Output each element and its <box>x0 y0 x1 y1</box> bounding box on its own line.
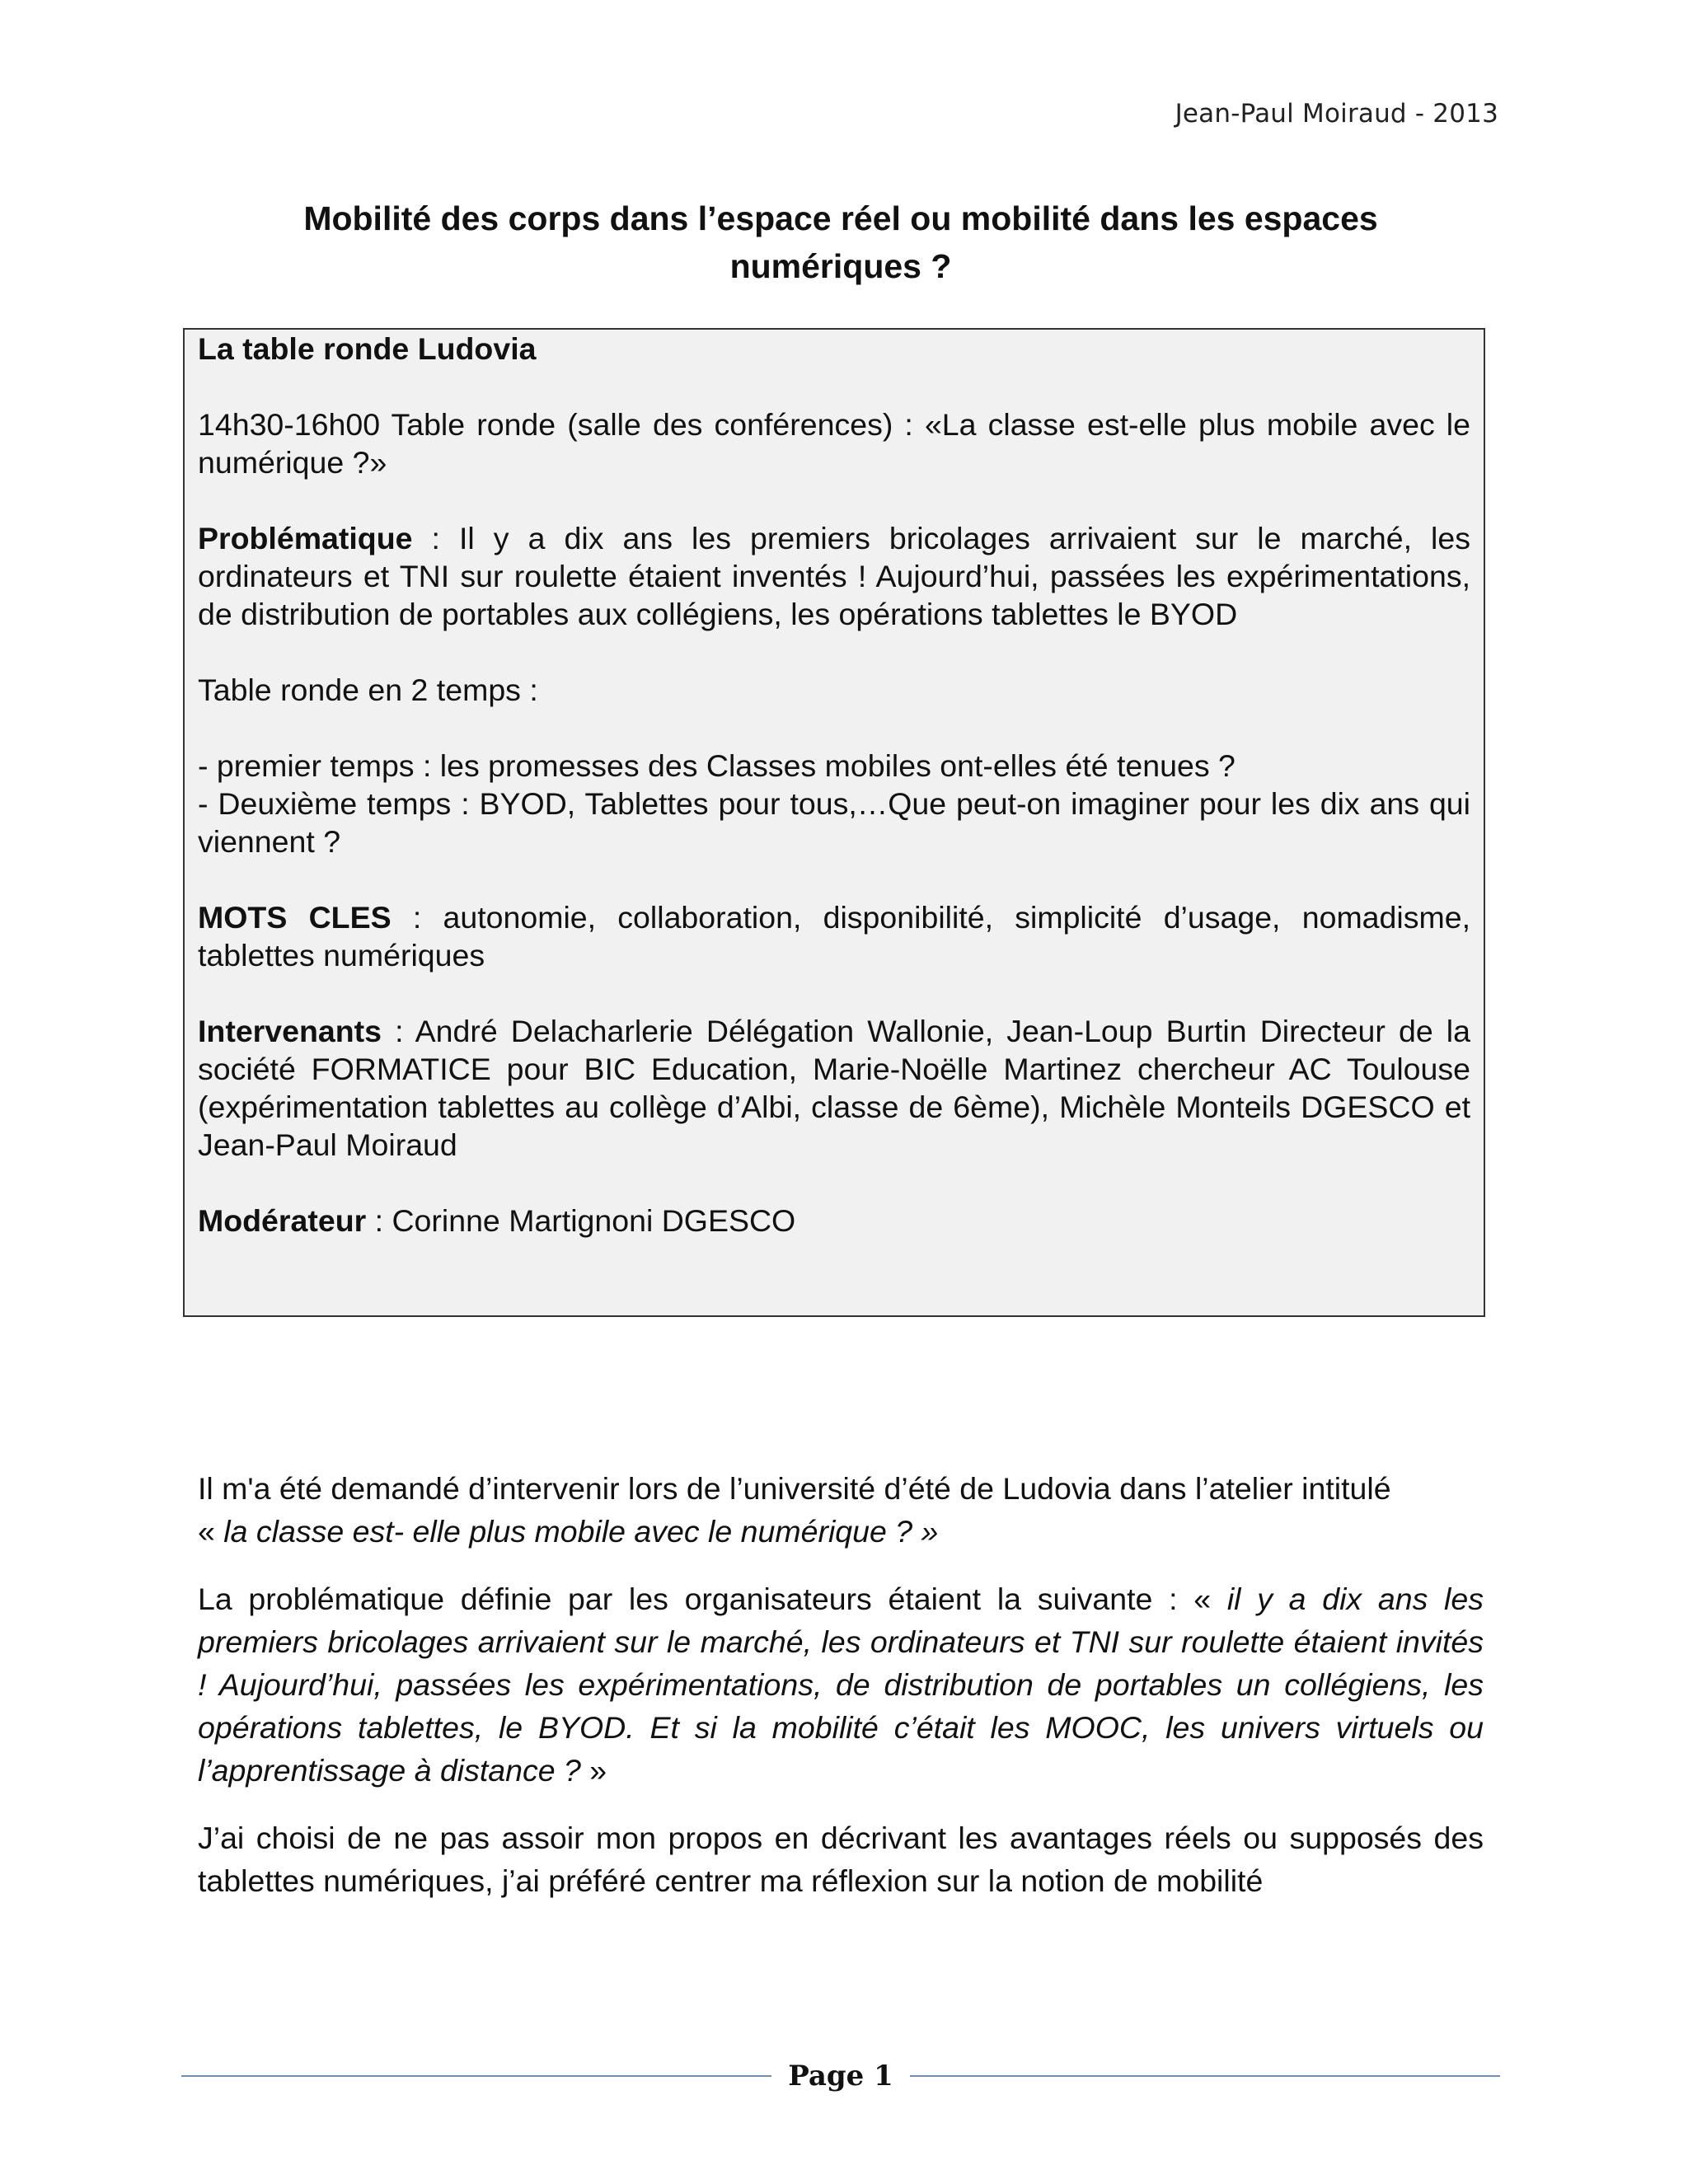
footer-rule-right <box>910 2075 1500 2077</box>
list-item: - Deuxième temps : BYOD, Tablettes pour tous,…Que peut-on imaginer pour les dix ans qui viennent ? <box>198 786 1470 859</box>
body-p2-quote: il y a dix ans les premiers bricolages arrivaient sur le marché, les ordinateurs et TNI sur roulette étaient invités ! Aujourd’hui, passées les expérimentations, de distribution de portables un collégiens, les opérations tablettes, le BYOD. Et si la mobilité c’était les MOOC, les univers virtuels ou l’apprentissage à distance ? <box>198 1582 1484 1788</box>
body-p2-close: » <box>580 1753 607 1788</box>
problematique-text: : Il y a dix ans les premiers bricolages arrivaient sur le marché, les ordinateurs et TNI sur roulette étaient inventés ! Aujourd’hui, passées les expérimentations, de distribution de portables aux collégiens, les opérations tablettes le BYOD <box>198 521 1470 631</box>
document-title <box>181 194 1500 290</box>
body-paragraph-3: J’ai choisi de ne pas assoir mon propos en décrivant les avantages réels ou supposés des tablettes numériques, j’ai préféré centrer ma réflexion sur la notion de mobilité <box>198 1821 1484 1898</box>
keywords-paragraph <box>198 898 1470 974</box>
body-p1-quote: la classe est- elle plus mobile avec le numérique ? » <box>223 1514 939 1549</box>
title-line-2: numériques ? <box>729 247 952 285</box>
article-body <box>198 1467 1484 1927</box>
body-p1-text: Il m'a été demandé d’intervenir lors de l’université d’été de Ludovia dans l’atelier intitulé <box>198 1471 1391 1506</box>
body-p2-text: La problématique définie par les organisateurs étaient la suivante : « <box>198 1582 1227 1616</box>
speakers-paragraph <box>198 1012 1470 1164</box>
problematique-label: Problématique <box>198 521 413 555</box>
keywords-label: MOTS CLES <box>198 900 392 935</box>
keywords-text: : autonomie, collaboration, disponibilité, simplicité d’usage, nomadisme, tablettes numériques <box>198 900 1470 972</box>
title-line-1: Mobilité des corps dans l’espace réel ou mobilité dans les espaces <box>303 199 1378 237</box>
moderator-text: : Corinne Martignoni DGESCO <box>366 1203 796 1238</box>
page-footer <box>181 2055 1500 2097</box>
box-heading: La table ronde Ludovia <box>198 331 537 366</box>
body-paragraph-1 <box>198 1467 1484 1553</box>
schedule-paragraph: 14h30-16h00 Table ronde (salle des conférences) : «La classe est-elle plus mobile avec le numérique ?» <box>198 407 1470 480</box>
moderator-label: Modérateur <box>198 1203 367 1238</box>
body-paragraph-2 <box>198 1577 1484 1792</box>
list-item: - premier temps : les promesses des Classes mobiles ont-elles été tenues ? <box>198 748 1236 783</box>
speakers-text: : André Delacharlerie Délégation Wallonie, Jean-Loup Burtin Directeur de la société FORMATICE pour BIC Education, Marie-Noëlle Martinez chercheur AC Toulouse (expérimentation tablettes au collège d’Albi, classe de 6ème), Michèle Monteils DGESCO et Jean-Paul Moiraud <box>198 1014 1470 1162</box>
problematique-paragraph <box>198 519 1470 633</box>
round-table-info-box <box>183 328 1485 1317</box>
body-p1-quote-open: « <box>198 1514 224 1549</box>
table-ronde-intro: Table ronde en 2 temps : <box>198 673 538 707</box>
speakers-label: Intervenants <box>198 1014 382 1048</box>
moderator-paragraph <box>198 1202 1470 1240</box>
header-author: Jean-Paul Moiraud - 2013 <box>1175 99 1498 129</box>
page-number: Page 1 <box>788 2060 893 2093</box>
discussion-list <box>198 747 1470 860</box>
